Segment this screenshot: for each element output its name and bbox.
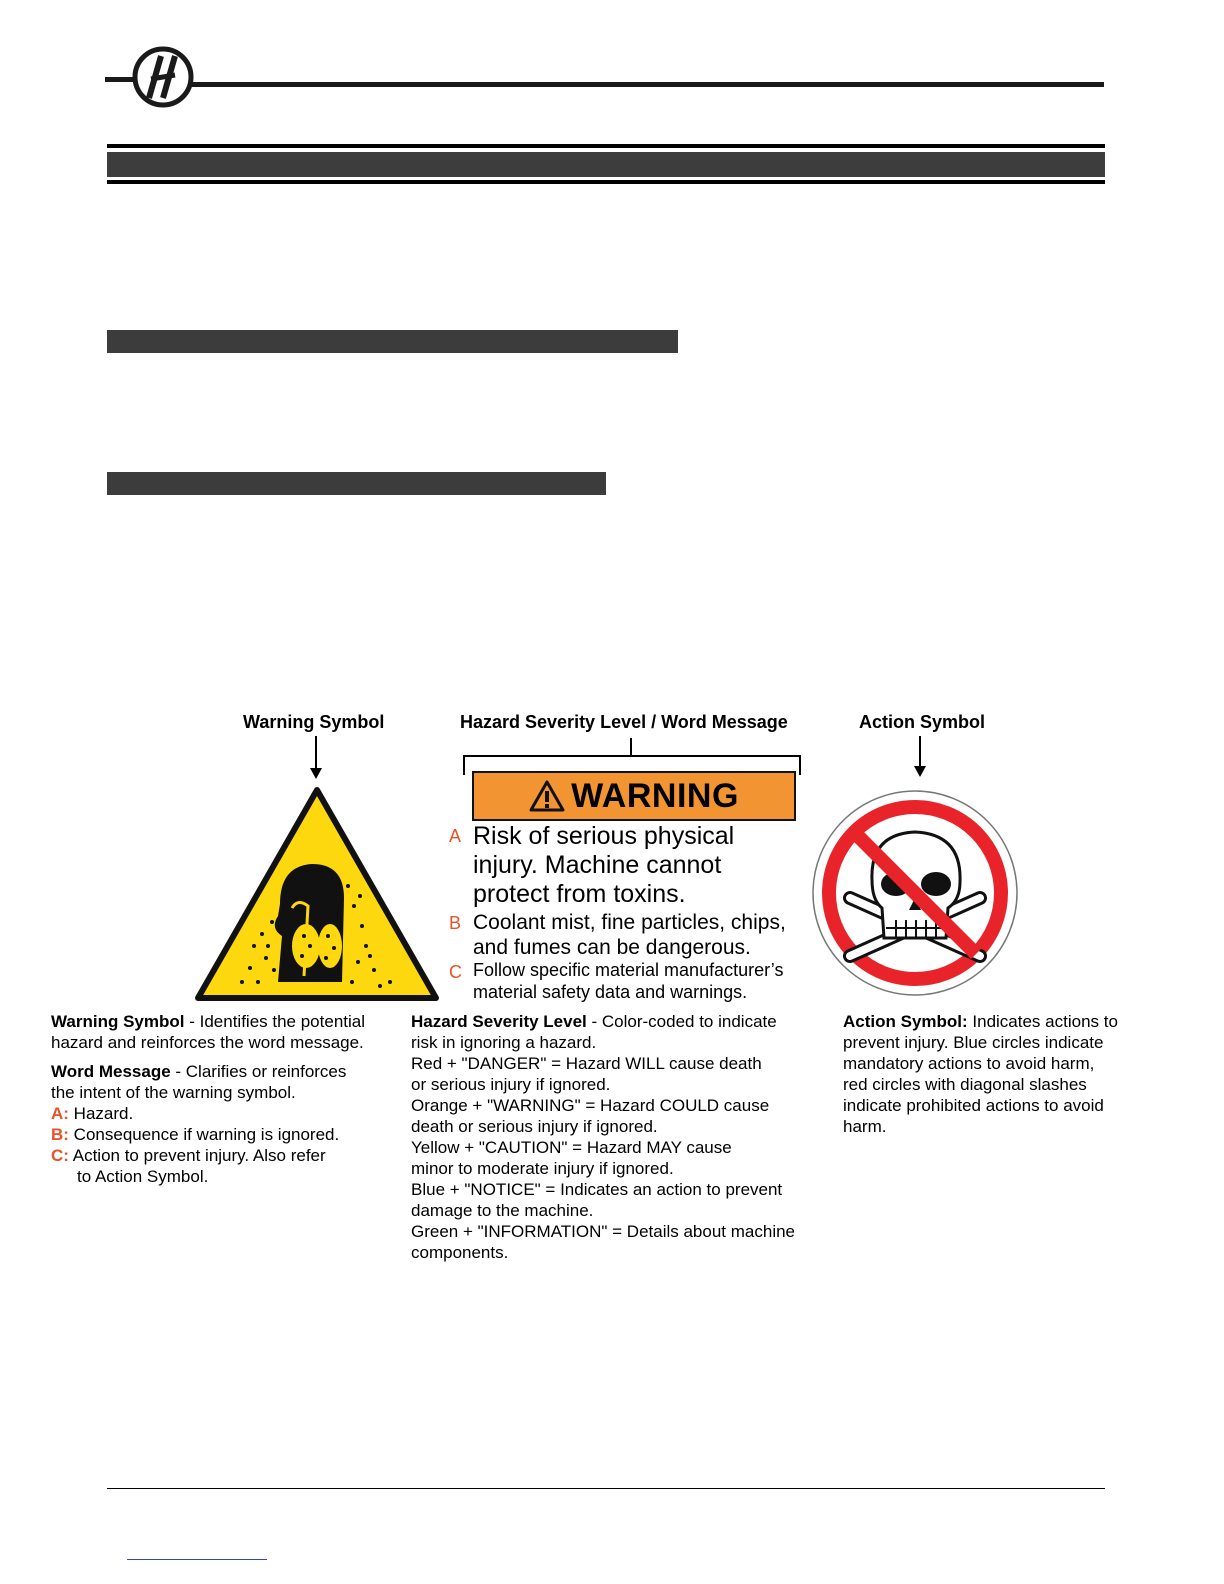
legend-text: mandatory actions to avoid harm,: [843, 1054, 1095, 1073]
prohibited-toxic-icon: [810, 788, 1020, 998]
legend-text: - Clarifies or reinforces: [170, 1062, 347, 1081]
legend-text: - Color-coded to indicate: [586, 1012, 777, 1031]
legend-text: red circles with diagonal slashes: [843, 1075, 1087, 1094]
legend-key-b: [51, 1124, 339, 1145]
message-c-line: Follow specific material manufacturer’s: [473, 960, 784, 980]
legend-text: Indicates actions to: [967, 1012, 1118, 1031]
legend-text: indicate prohibited actions to avoid: [843, 1096, 1104, 1115]
legend-text: hazard and reinforces the word message.: [51, 1033, 364, 1052]
warning-banner: [472, 771, 796, 821]
legend-text: prevent injury. Blue circles indicate: [843, 1033, 1104, 1052]
message-a-line: injury. Machine cannot: [473, 851, 722, 879]
message-a-line: protect from toxins.: [473, 880, 686, 908]
arrow-down-icon: [914, 736, 926, 777]
legend-text: Orange + "WARNING" = Hazard COULD cause: [411, 1096, 770, 1115]
legend-text: harm.: [843, 1117, 887, 1136]
term: Hazard Severity Level: [411, 1012, 587, 1031]
term: Action Symbol:: [843, 1012, 968, 1031]
legend-hazard-severity: [411, 1011, 777, 1032]
toxic-fumes-warning-icon: [194, 786, 440, 1004]
key-letter: C:: [51, 1146, 69, 1165]
legend-text: damage to the machine.: [411, 1201, 594, 1220]
legend-key-c: [51, 1145, 326, 1166]
letter-b: B: [449, 913, 462, 933]
legend-text: or serious injury if ignored.: [411, 1075, 611, 1094]
legend-text: components.: [411, 1243, 509, 1262]
banner-word: WARNING: [571, 776, 739, 815]
legend-text: Consequence if warning is ignored.: [68, 1125, 340, 1144]
letter-c: C: [449, 962, 462, 982]
footer-rule: [107, 1488, 1105, 1489]
legend-text: Blue + "NOTICE" = Indicates an action to prevent: [411, 1180, 783, 1199]
term: Warning Symbol: [51, 1012, 185, 1031]
legend-text: Yellow + "CAUTION" = Hazard MAY cause: [411, 1138, 732, 1157]
letter-a: A: [449, 826, 462, 846]
legend-key-a: [51, 1103, 133, 1124]
legend-text: Action to prevent injury. Also refer: [68, 1146, 326, 1165]
legend-text: Green + "INFORMATION" = Details about machine: [411, 1222, 796, 1241]
legend-text: to Action Symbol.: [77, 1167, 209, 1186]
legend-text: death or serious injury if ignored.: [411, 1117, 658, 1136]
label-action-symbol: Action Symbol: [859, 712, 986, 732]
legend-warning-symbol: [51, 1011, 365, 1032]
arrow-down-icon: [310, 736, 322, 779]
message-a-line: Risk of serious physical: [473, 822, 735, 850]
message-b-line: Coolant mist, fine particles, chips,: [473, 911, 786, 934]
label-warning-symbol: Warning Symbol: [243, 712, 385, 732]
term: Word Message: [51, 1062, 171, 1081]
footer-link-underline[interactable]: [127, 1559, 267, 1560]
legend-text: Hazard.: [68, 1104, 134, 1123]
message-b-line: and fumes can be dangerous.: [473, 936, 751, 959]
legend-text: risk in ignoring a hazard.: [411, 1033, 597, 1052]
legend-text: the intent of the warning symbol.: [51, 1083, 296, 1102]
bracket-icon: [464, 738, 800, 775]
legend-text: - Identifies the potential: [184, 1012, 366, 1031]
key-letter: A:: [51, 1104, 69, 1123]
legend-text: minor to moderate injury if ignored.: [411, 1159, 674, 1178]
label-hazard-severity: Hazard Severity Level / Word Message: [460, 712, 788, 732]
key-letter: B:: [51, 1125, 69, 1144]
legend-text: Red + "DANGER" = Hazard WILL cause death: [411, 1054, 762, 1073]
exclamation-triangle-icon: [529, 780, 565, 812]
message-c-line: material safety data and warnings.: [473, 982, 748, 1002]
legend-word-message: [51, 1061, 346, 1082]
legend-action-symbol: [843, 1011, 1118, 1032]
